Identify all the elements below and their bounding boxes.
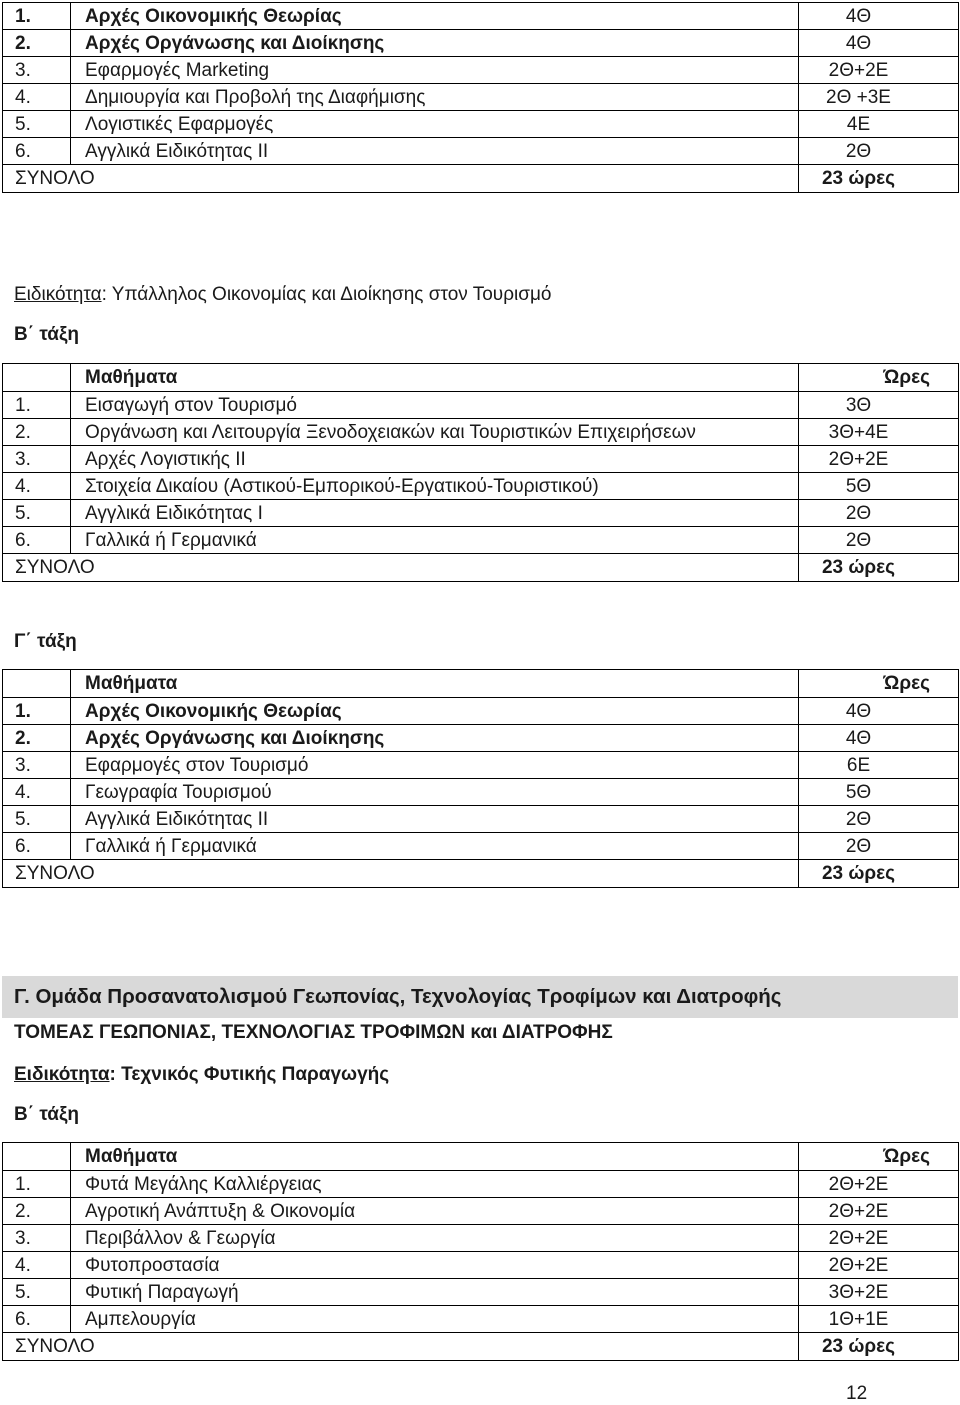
sector-title: ΤΟΜΕΑΣ ΓΕΩΠΟΝΙΑΣ, ΤΕΧΝΟΛΟΓΙΑΣ ΤΡΟΦΙΜΩΝ και ΔΙΑΤΡΟΦΗΣ bbox=[14, 1022, 613, 1043]
table-row bbox=[3, 446, 959, 473]
row-number: 1. bbox=[3, 392, 71, 419]
course-name: Φυτική Παραγωγή bbox=[71, 1279, 799, 1306]
course-hours: 1Θ+1Ε bbox=[799, 1306, 959, 1333]
row-number: 3. bbox=[3, 57, 71, 84]
table-row bbox=[3, 725, 959, 752]
courses-table-b bbox=[2, 363, 959, 582]
course-hours: 4Θ bbox=[799, 698, 959, 725]
total-value: 23 ώρες bbox=[799, 1333, 959, 1361]
header-courses: Μαθήματα bbox=[71, 670, 799, 698]
total-label: ΣΥΝΟΛΟ bbox=[3, 554, 799, 582]
course-name: Αγγλικά Ειδικότητας ΙΙ bbox=[71, 138, 799, 165]
row-number: 2. bbox=[3, 30, 71, 57]
table-header-row bbox=[3, 1143, 959, 1171]
course-name: Αρχές Οργάνωσης και Διοίκησης bbox=[71, 30, 799, 57]
row-number: 5. bbox=[3, 806, 71, 833]
course-hours: 2Θ+2Ε bbox=[799, 446, 959, 473]
table-row bbox=[3, 500, 959, 527]
table-row bbox=[3, 392, 959, 419]
table-row bbox=[3, 779, 959, 806]
row-number: 4. bbox=[3, 473, 71, 500]
total-label: ΣΥΝΟΛΟ bbox=[3, 860, 799, 888]
course-hours: 4Θ bbox=[799, 3, 959, 30]
row-number: 3. bbox=[3, 752, 71, 779]
courses-table-b2 bbox=[2, 1142, 959, 1361]
specialty-value: : Τεχνικός Φυτικής Παραγωγής bbox=[109, 1064, 390, 1085]
header-courses: Μαθήματα bbox=[71, 364, 799, 392]
course-name: Φυτά Μεγάλης Καλλιέργειας bbox=[71, 1171, 799, 1198]
course-name: Αρχές Οικονομικής Θεωρίας bbox=[71, 3, 799, 30]
row-number: 1. bbox=[3, 3, 71, 30]
course-name: Φυτοπροστασία bbox=[71, 1252, 799, 1279]
table-row bbox=[3, 419, 959, 446]
class-c-heading: Γ΄ τάξη bbox=[14, 631, 77, 652]
row-number: 4. bbox=[3, 84, 71, 111]
row-number: 6. bbox=[3, 138, 71, 165]
course-hours: 4Θ bbox=[799, 725, 959, 752]
course-hours: 4Ε bbox=[799, 111, 959, 138]
total-value: 23 ώρες bbox=[799, 554, 959, 582]
table-row bbox=[3, 3, 959, 30]
specialty-heading bbox=[14, 1064, 389, 1086]
course-hours: 2Θ bbox=[799, 527, 959, 554]
course-hours: 2Θ bbox=[799, 833, 959, 860]
course-name: Εφαρμογές Marketing bbox=[71, 57, 799, 84]
row-number: 2. bbox=[3, 725, 71, 752]
table-row bbox=[3, 1198, 959, 1225]
specialty-heading bbox=[14, 284, 551, 306]
course-hours: 3Θ+2Ε bbox=[799, 1279, 959, 1306]
courses-table-c bbox=[2, 669, 959, 888]
course-hours: 4Θ bbox=[799, 30, 959, 57]
specialty-label: Ειδικότητα bbox=[14, 1064, 110, 1085]
total-value: 23 ώρες bbox=[799, 165, 959, 193]
course-hours: 3Θ bbox=[799, 392, 959, 419]
course-name: Αμπελουργία bbox=[71, 1306, 799, 1333]
course-hours: 2Θ+2Ε bbox=[799, 57, 959, 84]
table-row bbox=[3, 806, 959, 833]
course-name: Γαλλικά ή Γερμανικά bbox=[71, 833, 799, 860]
course-hours: 2Θ+2Ε bbox=[799, 1198, 959, 1225]
specialty-value: : Υπάλληλος Οικονομίας και Διοίκησης στον Τουρισμό bbox=[101, 284, 552, 305]
class-b-heading: Β΄ τάξη bbox=[14, 1104, 80, 1125]
course-name: Εισαγωγή στον Τουρισμό bbox=[71, 392, 799, 419]
row-number: 5. bbox=[3, 111, 71, 138]
table-row bbox=[3, 752, 959, 779]
total-row bbox=[3, 165, 959, 193]
course-hours: 2Θ bbox=[799, 500, 959, 527]
course-hours: 2Θ bbox=[799, 138, 959, 165]
specialty-label: Ειδικότητα bbox=[14, 284, 102, 305]
total-row bbox=[3, 860, 959, 888]
table-row bbox=[3, 1225, 959, 1252]
course-name: Στοιχεία Δικαίου (Αστικού-Εμπορικού-Εργατικού-Τουριστικού) bbox=[71, 473, 799, 500]
table-row bbox=[3, 833, 959, 860]
table-row bbox=[3, 57, 959, 84]
total-label: ΣΥΝΟΛΟ bbox=[3, 165, 799, 193]
row-number: 2. bbox=[3, 1198, 71, 1225]
table-row bbox=[3, 473, 959, 500]
course-hours: 5Θ bbox=[799, 779, 959, 806]
total-row bbox=[3, 1333, 959, 1361]
row-number: 4. bbox=[3, 1252, 71, 1279]
table-row bbox=[3, 111, 959, 138]
row-number: 3. bbox=[3, 1225, 71, 1252]
course-name: Οργάνωση και Λειτουργία Ξενοδοχειακών και Τουριστικών Επιχειρήσεων bbox=[71, 419, 799, 446]
course-hours: 2Θ bbox=[799, 806, 959, 833]
course-name: Αρχές Λογιστικής ΙΙ bbox=[71, 446, 799, 473]
course-name: Δημιουργία και Προβολή της Διαφήμισης bbox=[71, 84, 799, 111]
row-number: 6. bbox=[3, 527, 71, 554]
table-row bbox=[3, 1252, 959, 1279]
row-number: 6. bbox=[3, 833, 71, 860]
table-row bbox=[3, 698, 959, 725]
header-hours: Ώρες bbox=[799, 670, 959, 698]
course-hours: 3Θ+4Ε bbox=[799, 419, 959, 446]
course-hours: 2Θ+2Ε bbox=[799, 1252, 959, 1279]
course-name: Λογιστικές Εφαρμογές bbox=[71, 111, 799, 138]
class-b-heading: Β΄ τάξη bbox=[14, 324, 80, 345]
course-name: Αρχές Οργάνωσης και Διοίκησης bbox=[71, 725, 799, 752]
course-name: Αγγλικά Ειδικότητας Ι bbox=[71, 500, 799, 527]
header-hours: Ώρες bbox=[799, 1143, 959, 1171]
table-row bbox=[3, 30, 959, 57]
table-row bbox=[3, 138, 959, 165]
row-number: 5. bbox=[3, 1279, 71, 1306]
page-number: 12 bbox=[846, 1383, 868, 1404]
course-name: Εφαρμογές στον Τουρισμό bbox=[71, 752, 799, 779]
table-row bbox=[3, 1279, 959, 1306]
course-hours: 2Θ+2Ε bbox=[799, 1171, 959, 1198]
table-row bbox=[3, 527, 959, 554]
total-value: 23 ώρες bbox=[799, 860, 959, 888]
table-row bbox=[3, 1306, 959, 1333]
course-name: Γαλλικά ή Γερμανικά bbox=[71, 527, 799, 554]
courses-table-top bbox=[2, 2, 959, 193]
course-name: Αγροτική Ανάπτυξη & Οικονομία bbox=[71, 1198, 799, 1225]
total-label: ΣΥΝΟΛΟ bbox=[3, 1333, 799, 1361]
course-name: Αρχές Οικονομικής Θεωρίας bbox=[71, 698, 799, 725]
row-number: 1. bbox=[3, 1171, 71, 1198]
row-number: 2. bbox=[3, 419, 71, 446]
row-number: 5. bbox=[3, 500, 71, 527]
course-hours: 2Θ+2Ε bbox=[799, 1225, 959, 1252]
group-title-band: Γ. Ομάδα Προσανατολισμού Γεωπονίας, Τεχνολογίας Τροφίμων και Διατροφής bbox=[2, 976, 958, 1018]
header-hours: Ώρες bbox=[799, 364, 959, 392]
row-number: 3. bbox=[3, 446, 71, 473]
table-header-row bbox=[3, 364, 959, 392]
header-courses: Μαθήματα bbox=[71, 1143, 799, 1171]
total-row bbox=[3, 554, 959, 582]
table-row bbox=[3, 84, 959, 111]
row-number: 6. bbox=[3, 1306, 71, 1333]
table-header-row bbox=[3, 670, 959, 698]
course-name: Αγγλικά Ειδικότητας ΙΙ bbox=[71, 806, 799, 833]
course-name: Γεωγραφία Τουρισμού bbox=[71, 779, 799, 806]
row-number: 4. bbox=[3, 779, 71, 806]
table-row bbox=[3, 1171, 959, 1198]
course-hours: 2Θ +3Ε bbox=[799, 84, 959, 111]
course-hours: 5Θ bbox=[799, 473, 959, 500]
row-number: 1. bbox=[3, 698, 71, 725]
course-name: Περιβάλλον & Γεωργία bbox=[71, 1225, 799, 1252]
course-hours: 6Ε bbox=[799, 752, 959, 779]
